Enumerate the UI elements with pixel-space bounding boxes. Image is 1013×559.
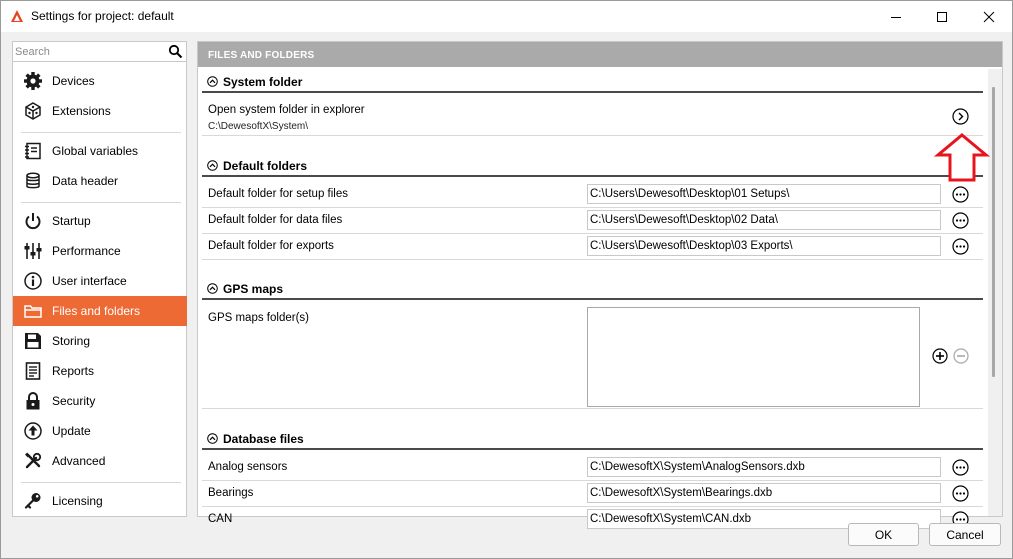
- sidebar-divider: [21, 132, 181, 133]
- sidebar-item-label: Global variables: [52, 144, 139, 158]
- row-divider: [202, 259, 983, 260]
- search-icon[interactable]: [168, 44, 183, 59]
- sidebar-item-user-interface[interactable]: [13, 266, 187, 296]
- key-icon: [23, 491, 43, 511]
- close-button[interactable]: [966, 1, 1012, 32]
- analog-sensors-db-field[interactable]: C:\DewesoftX\System\AnalogSensors.dxb: [587, 457, 941, 477]
- sidebar-item-extensions[interactable]: [13, 96, 187, 126]
- database-icon: [23, 171, 43, 191]
- settings-content: [197, 41, 1003, 525]
- sidebar-item-devices[interactable]: [13, 66, 187, 96]
- minimize-button[interactable]: [873, 1, 919, 32]
- sidebar-divider: [21, 202, 181, 203]
- group-system-folder[interactable]: [202, 71, 983, 93]
- chevron-up-icon[interactable]: [207, 283, 218, 294]
- info-icon: [23, 271, 43, 291]
- sidebar-item-global-variables[interactable]: [13, 136, 187, 166]
- group-title-text: System folder: [223, 75, 303, 89]
- cancel-button[interactable]: Cancel: [929, 523, 1001, 546]
- row-divider: [202, 207, 983, 208]
- browse-data-folder-button[interactable]: [952, 212, 969, 229]
- gear-icon: [23, 71, 43, 91]
- window-title: Settings for project: default: [31, 9, 174, 23]
- sidebar-item-label: Licensing: [52, 494, 103, 508]
- sidebar-item-label: Devices: [52, 74, 95, 88]
- chevron-up-icon[interactable]: [207, 76, 218, 87]
- sidebar-item-label: Performance: [52, 244, 121, 258]
- folder-icon: [23, 301, 43, 321]
- sidebar-item-label: Advanced: [52, 454, 106, 468]
- exports-folder-field[interactable]: C:\Users\Dewesoft\Desktop\03 Exports\: [587, 236, 941, 256]
- open-system-folder-label: Open system folder in explorer: [208, 104, 365, 116]
- sliders-icon: [23, 241, 43, 261]
- sidebar-item-label: Update: [52, 424, 91, 438]
- system-folder-path: C:\DewesoftX\System\: [208, 121, 309, 132]
- group-title-text: Default folders: [223, 159, 308, 173]
- sidebar-item-licensing[interactable]: [13, 486, 187, 516]
- sidebar-item-data-header[interactable]: [13, 166, 187, 196]
- sidebar-item-label: User interface: [52, 274, 127, 288]
- sidebar-item-advanced[interactable]: [13, 446, 187, 476]
- sidebar-divider: [21, 482, 181, 483]
- row-divider: [202, 408, 983, 409]
- browse-setup-folder-button[interactable]: [952, 186, 969, 203]
- maximize-button[interactable]: [919, 1, 965, 32]
- group-title-text: Database files: [223, 432, 304, 446]
- setup-files-folder-field[interactable]: C:\Users\Dewesoft\Desktop\01 Setups\: [587, 184, 941, 204]
- sidebar-item-storing[interactable]: [13, 326, 187, 356]
- browse-bearings-button[interactable]: [952, 485, 969, 502]
- close-icon: [983, 11, 995, 23]
- sidebar-item-label: Reports: [52, 364, 95, 378]
- data-files-folder-label: Default folder for data files: [208, 214, 343, 226]
- maximize-icon: [936, 11, 948, 23]
- sidebar-item-label: Data header: [52, 174, 119, 188]
- group-default-folders[interactable]: [202, 155, 983, 177]
- data-files-folder-field[interactable]: C:\Users\Dewesoft\Desktop\02 Data\: [587, 210, 941, 230]
- exports-folder-label: Default folder for exports: [208, 240, 334, 252]
- group-database-files[interactable]: [202, 428, 983, 450]
- scrollbar-thumb[interactable]: [992, 87, 995, 377]
- lock-icon: [23, 391, 43, 411]
- title-bar: [1, 1, 1012, 32]
- row-divider: [202, 233, 983, 234]
- bearings-db-label: Bearings: [208, 487, 254, 499]
- power-icon: [23, 211, 43, 231]
- sidebar-item-label: Storing: [52, 334, 91, 348]
- sidebar-item-update[interactable]: [13, 416, 187, 446]
- sidebar-item-label: Extensions: [52, 104, 111, 118]
- sidebar-item-reports[interactable]: [13, 356, 187, 386]
- add-gps-folder-button[interactable]: [932, 348, 948, 364]
- group-title-text: GPS maps: [223, 282, 284, 296]
- chevron-up-icon[interactable]: [207, 160, 218, 171]
- document-icon: [23, 361, 43, 381]
- row-divider: [202, 506, 983, 507]
- remove-gps-folder-button[interactable]: [953, 348, 969, 364]
- upload-icon: [23, 421, 43, 441]
- gps-maps-folders-label: GPS maps folder(s): [208, 312, 309, 324]
- sidebar-item-label: Files and folders: [52, 304, 141, 318]
- vertical-scrollbar[interactable]: [988, 69, 1002, 516]
- search-box: [13, 42, 186, 62]
- gps-maps-folders-list[interactable]: [587, 307, 920, 407]
- can-db-field[interactable]: C:\DewesoftX\System\CAN.dxb: [587, 509, 941, 529]
- sidebar-item-security[interactable]: [13, 386, 187, 416]
- sidebar-item-label: Security: [52, 394, 96, 408]
- annotation-arrow-icon: [935, 133, 989, 183]
- search-input[interactable]: [15, 44, 165, 59]
- cube-icon: [23, 101, 43, 121]
- sidebar-item-startup[interactable]: [13, 206, 187, 236]
- group-gps-maps[interactable]: [202, 278, 983, 300]
- row-divider: [202, 135, 983, 136]
- tools-icon: [23, 451, 43, 471]
- setup-files-folder-label: Default folder for setup files: [208, 188, 348, 200]
- open-folder-arrow-button[interactable]: [952, 108, 969, 125]
- notebook-icon: [23, 141, 43, 161]
- sidebar-item-files-and-folders[interactable]: [13, 296, 187, 326]
- analog-sensors-db-label: Analog sensors: [208, 461, 288, 473]
- sidebar-item-performance[interactable]: [13, 236, 187, 266]
- chevron-up-icon[interactable]: [207, 433, 218, 444]
- row-divider: [202, 480, 983, 481]
- ok-button[interactable]: OK: [848, 523, 919, 546]
- can-db-label: CAN: [208, 513, 233, 525]
- bearings-db-field[interactable]: C:\DewesoftX\System\Bearings.dxb: [587, 483, 941, 503]
- sidebar-item-label: Startup: [52, 214, 91, 228]
- settings-sidebar: [12, 41, 187, 517]
- section-header: FILES AND FOLDERS: [198, 42, 1002, 67]
- minimize-icon: [890, 11, 902, 23]
- browse-exports-folder-button[interactable]: [952, 238, 969, 255]
- dewesoft-logo-icon: [10, 9, 24, 23]
- floppy-icon: [23, 331, 43, 351]
- browse-analog-sensors-button[interactable]: [952, 459, 969, 476]
